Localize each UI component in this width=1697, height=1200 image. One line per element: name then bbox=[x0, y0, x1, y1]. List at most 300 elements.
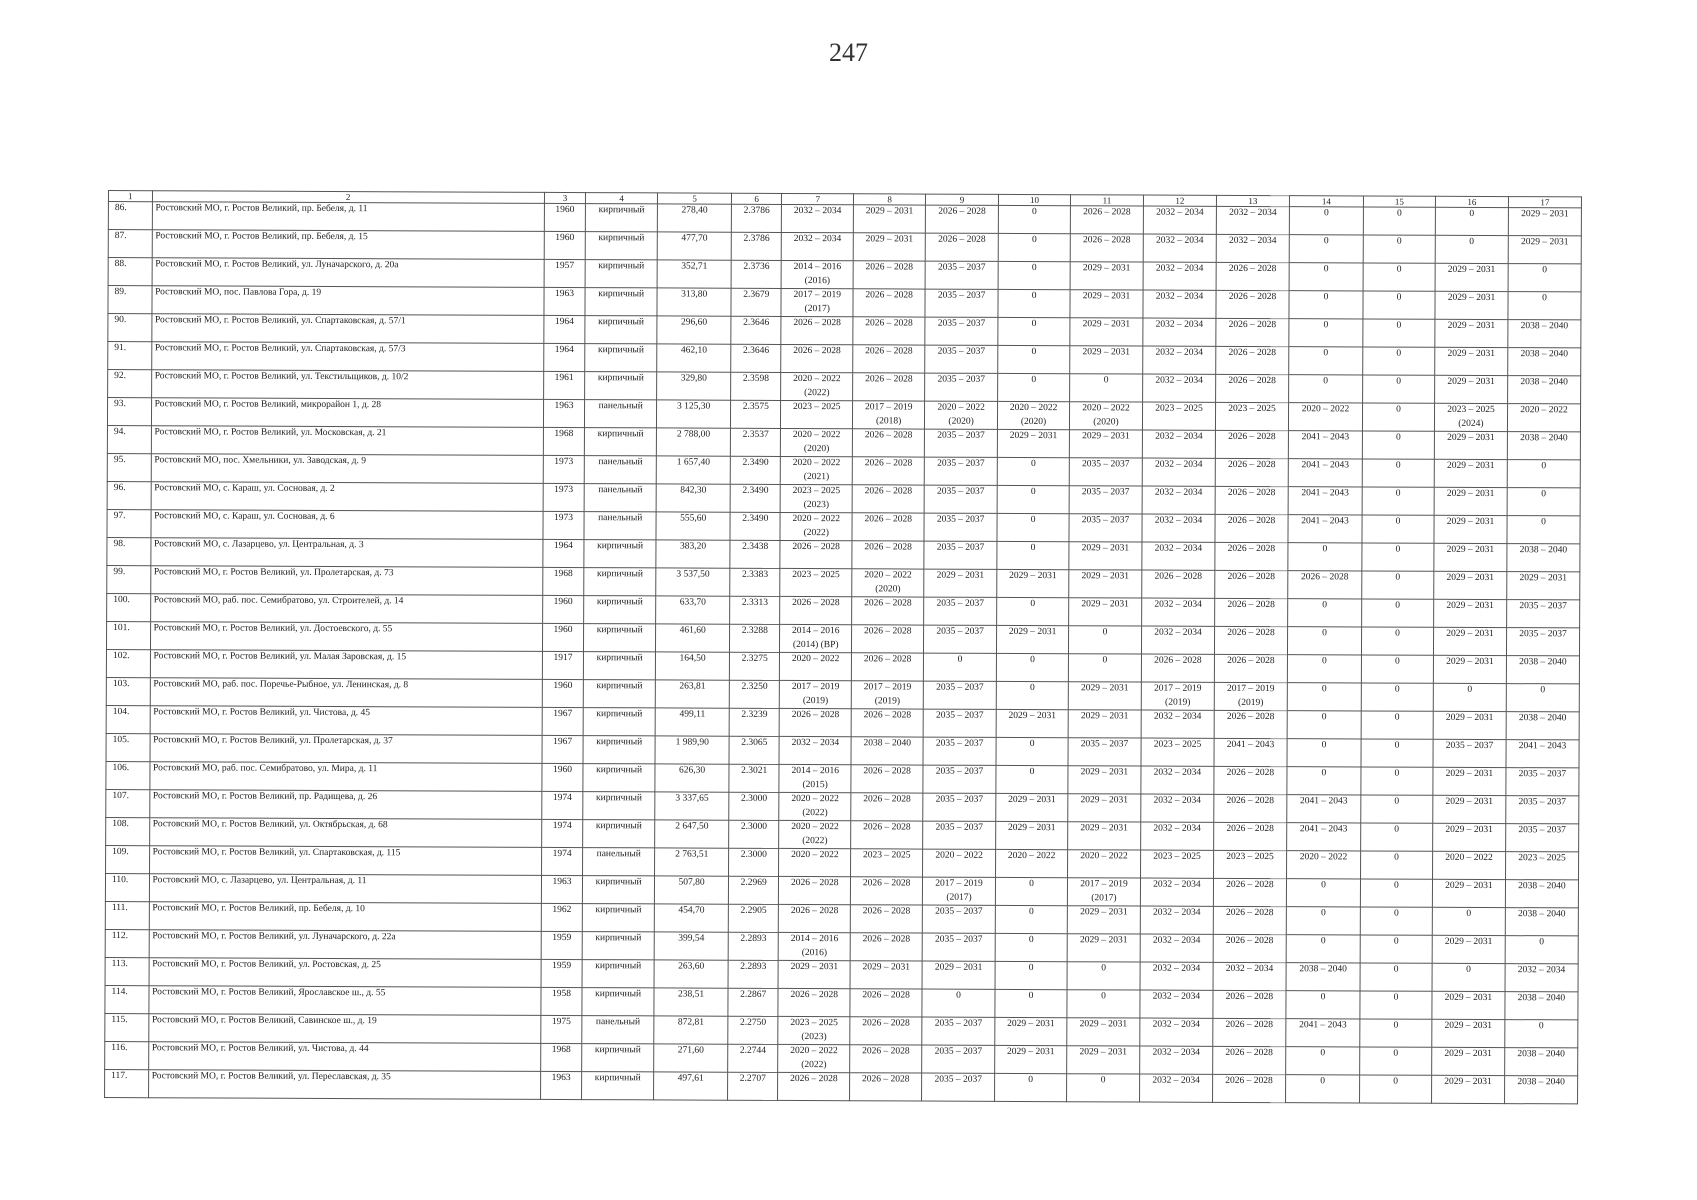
column-number-cell: 3 bbox=[544, 192, 585, 203]
year-cell-text: 1964 bbox=[554, 344, 574, 356]
row-number-text: 105. bbox=[112, 735, 130, 746]
period-cell-7 bbox=[781, 232, 853, 260]
period-cell-15-text: 0 bbox=[1394, 824, 1400, 835]
period-cell-14 bbox=[1286, 851, 1360, 879]
coefficient-cell bbox=[729, 820, 779, 848]
period-cell-12 bbox=[1140, 878, 1213, 906]
period-cell-16-text: 2029 – 2031 bbox=[1446, 488, 1495, 500]
period-cell-14 bbox=[1287, 627, 1361, 655]
period-cell-7-note: (2023) bbox=[803, 500, 830, 511]
area-cell-text: 477,70 bbox=[681, 233, 708, 244]
period-cell-15-text: 0 bbox=[1395, 516, 1401, 527]
period-cell-13 bbox=[1216, 318, 1289, 346]
year-cell-text: 1962 bbox=[552, 904, 572, 916]
period-cell-8-text: 2026 – 2028 bbox=[865, 318, 913, 329]
period-cell-7-text: 2014 – 2016 bbox=[793, 261, 842, 273]
coefficient-cell-text: 2.3786 bbox=[743, 205, 770, 216]
period-cell-7-note: (2015) bbox=[802, 780, 828, 791]
period-cell-9-text: 2035 – 2037 bbox=[937, 458, 985, 469]
year-cell-text: 1973 bbox=[554, 456, 574, 468]
period-cell-8-text: 2026 – 2028 bbox=[861, 1074, 910, 1085]
period-cell-13-text: 2032 – 2034 bbox=[1225, 963, 1274, 975]
period-cell-16 bbox=[1433, 823, 1506, 851]
address-cell-text: Ростовский МО, с. Лазарцево, ул. Центральная, д. 3 bbox=[154, 539, 364, 551]
period-cell-12-text: 2032 – 2034 bbox=[1154, 599, 1202, 610]
period-cell-9 bbox=[925, 261, 998, 289]
period-cell-12-text: 2032 – 2034 bbox=[1154, 543, 1203, 554]
address-cell bbox=[151, 398, 543, 428]
material-cell bbox=[584, 624, 656, 652]
period-cell-9 bbox=[924, 513, 997, 541]
column-number-cell: 17 bbox=[1508, 197, 1581, 208]
material-cell bbox=[583, 680, 655, 708]
area-cell bbox=[654, 960, 728, 988]
period-cell-17-text: 2035 – 2037 bbox=[1518, 797, 1567, 808]
period-cell-13 bbox=[1214, 794, 1287, 822]
period-cell-12-text: 2032 – 2034 bbox=[1155, 319, 1204, 330]
period-cell-10 bbox=[996, 681, 1068, 709]
row-number-text: 116. bbox=[111, 1043, 128, 1054]
area-cell bbox=[656, 512, 730, 540]
period-cell-11-text: 2035 – 2037 bbox=[1082, 459, 1130, 470]
period-cell-16-text: 2029 – 2031 bbox=[1446, 460, 1495, 472]
period-cell-8 bbox=[851, 737, 923, 765]
address-cell bbox=[152, 286, 544, 316]
period-cell-7 bbox=[780, 596, 852, 624]
period-cell-11-text: 0 bbox=[1101, 963, 1106, 974]
material-cell-text: кирпичный bbox=[597, 373, 644, 384]
period-cell-17-text: 2038 – 2040 bbox=[1518, 713, 1567, 724]
period-cell-14 bbox=[1289, 347, 1363, 375]
period-cell-9 bbox=[922, 1017, 995, 1045]
period-cell-17-text: 2038 – 2040 bbox=[1518, 909, 1566, 920]
period-cell-13 bbox=[1214, 654, 1287, 682]
period-cell-7 bbox=[781, 372, 853, 400]
column-number-cell: 1 bbox=[108, 191, 152, 202]
period-cell-8 bbox=[851, 821, 923, 849]
period-cell-11-text: 2029 – 2031 bbox=[1079, 935, 1128, 946]
period-cell-13-text: 2026 – 2028 bbox=[1226, 767, 1275, 779]
address-cell-text: Ростовский МО, г. Ростов Великий, ул. Спартаковская, д. 57/3 bbox=[154, 343, 406, 355]
period-cell-8 bbox=[853, 429, 925, 457]
period-cell-9-text: 2020 – 2022 bbox=[937, 402, 985, 413]
period-cell-9 bbox=[924, 457, 997, 485]
period-cell-9-text: 2035 – 2037 bbox=[936, 486, 985, 497]
period-cell-17 bbox=[1505, 1020, 1578, 1048]
address-cell-text: Ростовский МО, г. Ростов Великий, ул. Московская, д. 21 bbox=[154, 427, 387, 439]
period-cell-17-text: 2038 – 2040 bbox=[1518, 881, 1566, 892]
period-cell-16 bbox=[1435, 375, 1508, 403]
period-cell-16 bbox=[1432, 935, 1505, 963]
year-cell-text: 1964 bbox=[553, 540, 573, 552]
period-cell-8 bbox=[852, 457, 924, 485]
row-number-text: 113. bbox=[111, 959, 128, 970]
material-cell bbox=[582, 904, 654, 932]
row-number bbox=[107, 593, 151, 621]
period-cell-9-note: (2020) bbox=[948, 416, 974, 427]
period-cell-7-text: 2020 – 2022 bbox=[790, 1045, 838, 1057]
material-cell bbox=[583, 764, 655, 792]
area-cell-text: 1 989,90 bbox=[675, 737, 709, 748]
period-cell-17 bbox=[1507, 404, 1580, 432]
period-cell-12-text: 2032 – 2034 bbox=[1152, 1019, 1201, 1030]
period-cell-16-text: 2029 – 2031 bbox=[1446, 600, 1494, 612]
area-cell bbox=[655, 736, 729, 764]
period-cell-16 bbox=[1431, 1075, 1504, 1103]
area-cell-text: 454,70 bbox=[678, 905, 705, 916]
period-cell-9-text: 2017 – 2019 bbox=[935, 878, 983, 889]
period-cell-10 bbox=[997, 485, 1069, 513]
period-cell-8 bbox=[853, 373, 925, 401]
period-cell-14 bbox=[1289, 263, 1363, 291]
period-cell-8-text: 2026 – 2028 bbox=[864, 514, 912, 525]
period-cell-8-text: 2029 – 2031 bbox=[862, 962, 911, 973]
period-cell-14 bbox=[1287, 683, 1361, 711]
coefficient-cell bbox=[730, 624, 780, 652]
period-cell-16 bbox=[1432, 1019, 1505, 1047]
period-cell-10-text: 0 bbox=[1029, 879, 1034, 890]
address-cell-text: Ростовский МО, г. Ростов Великий, ул. Текстильщиков, д. 10/2 bbox=[154, 371, 409, 383]
year-cell bbox=[543, 427, 585, 455]
period-cell-12-text: 2032 – 2034 bbox=[1153, 879, 1201, 890]
period-cell-8-text: 2026 – 2028 bbox=[865, 374, 913, 385]
year-cell-text: 1964 bbox=[554, 316, 574, 328]
period-cell-9-text: 2035 – 2037 bbox=[934, 1074, 982, 1085]
year-cell-text: 1958 bbox=[551, 988, 572, 1000]
period-cell-11 bbox=[1068, 794, 1141, 822]
period-cell-16 bbox=[1432, 963, 1505, 991]
coefficient-cell-text: 2.3646 bbox=[743, 317, 770, 328]
period-cell-16 bbox=[1434, 431, 1507, 459]
period-cell-15-text: 0 bbox=[1396, 432, 1401, 443]
period-cell-7-note: (2021) bbox=[803, 472, 830, 483]
period-cell-12 bbox=[1140, 1046, 1213, 1074]
address-cell-text: Ростовский МО, раб. пос. Семибратово, ул. Строителей, д. 14 bbox=[153, 595, 404, 607]
period-cell-14 bbox=[1287, 823, 1361, 851]
period-cell-9 bbox=[922, 1073, 995, 1101]
period-cell-7-text: 2023 – 2025 bbox=[792, 485, 841, 497]
area-cell-text: 1 657,40 bbox=[676, 457, 711, 468]
period-cell-15-text: 0 bbox=[1395, 600, 1401, 611]
period-cell-9 bbox=[923, 737, 996, 765]
period-cell-9 bbox=[923, 821, 996, 849]
period-cell-15-text: 0 bbox=[1393, 992, 1399, 1003]
period-cell-15-text: 0 bbox=[1394, 880, 1399, 891]
period-cell-11 bbox=[1067, 1046, 1140, 1074]
period-cell-15 bbox=[1361, 823, 1433, 851]
period-cell-16 bbox=[1435, 291, 1508, 319]
period-cell-9 bbox=[925, 205, 998, 233]
row-number-text: 107. bbox=[112, 791, 130, 802]
period-cell-11 bbox=[1070, 290, 1143, 318]
address-cell bbox=[149, 874, 541, 904]
row-number bbox=[105, 985, 149, 1013]
address-cell-text: Ростовский МО, г. Ростов Великий, ул. Октябрьская, д. 68 bbox=[152, 819, 388, 831]
year-cell-text: 1960 bbox=[555, 232, 575, 244]
period-cell-15-text: 0 bbox=[1395, 544, 1401, 555]
year-cell bbox=[540, 1043, 582, 1071]
period-cell-7 bbox=[779, 904, 851, 932]
year-cell-text: 1967 bbox=[553, 708, 573, 720]
period-cell-13 bbox=[1216, 262, 1289, 290]
period-cell-7-text: 2014 – 2016 bbox=[791, 765, 839, 777]
column-number-cell: 11 bbox=[1070, 195, 1143, 206]
coefficient-cell bbox=[729, 680, 779, 708]
row-number-text: 88. bbox=[114, 259, 127, 270]
period-cell-10-text: 0 bbox=[1030, 599, 1036, 610]
period-cell-8 bbox=[850, 961, 922, 989]
material-cell-text: кирпичный bbox=[596, 765, 643, 776]
period-cell-9 bbox=[924, 541, 997, 569]
period-cell-12-text: 2032 – 2034 bbox=[1152, 935, 1201, 946]
coefficient-cell-text: 2.3021 bbox=[741, 765, 768, 776]
period-cell-12 bbox=[1141, 682, 1214, 710]
coefficient-cell-text: 2.3575 bbox=[742, 401, 769, 412]
period-cell-17 bbox=[1505, 880, 1578, 908]
year-cell bbox=[541, 959, 583, 987]
period-cell-12 bbox=[1141, 710, 1214, 738]
period-cell-10-text: 0 bbox=[1030, 459, 1036, 470]
period-cell-12-text: 2032 – 2034 bbox=[1152, 1047, 1200, 1058]
period-cell-11 bbox=[1070, 318, 1143, 346]
address-cell bbox=[151, 342, 543, 372]
period-cell-15 bbox=[1363, 263, 1435, 291]
period-cell-8 bbox=[852, 513, 924, 541]
period-cell-7 bbox=[778, 1044, 850, 1072]
area-cell-text: 872,81 bbox=[677, 1017, 705, 1028]
row-number bbox=[108, 202, 152, 230]
area-cell-text: 842,30 bbox=[680, 485, 707, 496]
area-cell bbox=[657, 316, 731, 344]
row-number bbox=[108, 230, 152, 258]
period-cell-17-text: 2038 – 2040 bbox=[1519, 657, 1567, 668]
period-cell-11 bbox=[1067, 850, 1140, 878]
period-cell-9 bbox=[924, 625, 997, 653]
period-cell-16 bbox=[1434, 599, 1507, 627]
period-cell-10 bbox=[998, 373, 1070, 401]
period-cell-12 bbox=[1142, 458, 1215, 486]
period-cell-15-text: 0 bbox=[1394, 796, 1400, 807]
material-cell-text: кирпичный bbox=[598, 233, 645, 244]
year-cell bbox=[544, 259, 586, 287]
area-cell-text: 462,10 bbox=[680, 345, 708, 356]
period-cell-15 bbox=[1361, 739, 1433, 767]
coefficient-cell-text: 2.3736 bbox=[743, 261, 770, 272]
period-cell-16 bbox=[1432, 1047, 1505, 1075]
period-cell-14 bbox=[1286, 935, 1360, 963]
period-cell-17 bbox=[1505, 964, 1578, 992]
area-cell-text: 3 337,65 bbox=[675, 793, 709, 804]
period-cell-11 bbox=[1070, 234, 1143, 262]
coefficient-cell-text: 2.2707 bbox=[739, 1073, 766, 1084]
period-cell-14 bbox=[1286, 1047, 1360, 1075]
period-cell-14-text: 0 bbox=[1320, 936, 1326, 947]
period-cell-14 bbox=[1288, 459, 1362, 487]
coefficient-cell bbox=[728, 904, 778, 932]
year-cell-text: 1963 bbox=[555, 288, 575, 300]
period-cell-7-note: (2022) bbox=[802, 836, 828, 847]
period-cell-12 bbox=[1142, 486, 1215, 514]
area-cell-text: 497,61 bbox=[677, 1073, 704, 1084]
year-cell bbox=[541, 1015, 583, 1043]
area-cell-text: 263,81 bbox=[679, 681, 706, 692]
period-cell-15-text: 0 bbox=[1395, 572, 1401, 583]
period-cell-10-text: 0 bbox=[1031, 235, 1037, 246]
period-cell-7-note: (2020) bbox=[803, 444, 830, 455]
year-cell bbox=[542, 707, 584, 735]
material-cell bbox=[583, 708, 655, 736]
material-cell bbox=[585, 232, 657, 260]
period-cell-9-text: 2035 – 2037 bbox=[937, 346, 986, 357]
period-cell-7-text: 2026 – 2028 bbox=[793, 317, 841, 329]
period-cell-17 bbox=[1506, 712, 1579, 740]
material-cell bbox=[584, 596, 656, 624]
period-cell-17 bbox=[1506, 824, 1579, 852]
period-cell-15 bbox=[1362, 571, 1434, 599]
period-cell-10-text: 0 bbox=[1031, 263, 1037, 274]
period-cell-16 bbox=[1432, 879, 1505, 907]
period-cell-8-text: 2029 – 2031 bbox=[865, 234, 914, 245]
row-number bbox=[107, 565, 151, 593]
period-cell-14-text: 0 bbox=[1322, 628, 1327, 639]
period-cell-8-text: 2026 – 2028 bbox=[864, 458, 913, 469]
material-cell bbox=[585, 400, 657, 428]
period-cell-8 bbox=[852, 569, 924, 597]
period-cell-14 bbox=[1286, 907, 1360, 935]
address-cell-text: Ростовский МО, г. Ростов Великий, ул. Луначарского, д. 22а bbox=[152, 931, 396, 943]
material-cell-text: кирпичный bbox=[595, 821, 642, 832]
period-cell-13-text: 2026 – 2028 bbox=[1228, 375, 1276, 387]
material-cell-text: кирпичный bbox=[595, 905, 642, 916]
period-cell-11 bbox=[1070, 206, 1143, 234]
period-cell-16-text: 2029 – 2031 bbox=[1447, 264, 1496, 276]
period-cell-13-text: 2026 – 2028 bbox=[1227, 571, 1276, 583]
material-cell bbox=[586, 204, 658, 232]
period-cell-9-text: 2035 – 2037 bbox=[934, 1046, 983, 1057]
year-cell bbox=[541, 847, 583, 875]
area-cell bbox=[656, 428, 730, 456]
coefficient-cell bbox=[728, 1044, 778, 1072]
period-cell-16 bbox=[1433, 627, 1506, 655]
period-cell-13-text: 2026 – 2028 bbox=[1227, 655, 1275, 667]
period-cell-17 bbox=[1507, 600, 1580, 628]
period-cell-13-text: 2032 – 2034 bbox=[1228, 235, 1277, 247]
period-cell-8-text: 2026 – 2028 bbox=[862, 906, 911, 917]
period-cell-13-text: 2026 – 2028 bbox=[1227, 487, 1276, 499]
period-cell-8 bbox=[852, 625, 924, 653]
year-cell-text: 1960 bbox=[555, 204, 575, 216]
period-cell-10 bbox=[995, 1073, 1067, 1101]
period-cell-11-text: 2029 – 2031 bbox=[1081, 683, 1129, 694]
area-cell bbox=[657, 400, 731, 428]
period-cell-7-text: 2017 – 2019 bbox=[793, 289, 842, 301]
row-number-text: 101. bbox=[113, 623, 130, 634]
period-cell-11 bbox=[1069, 458, 1142, 486]
period-cell-15-text: 0 bbox=[1396, 320, 1402, 331]
period-cell-14-text: 0 bbox=[1323, 208, 1329, 219]
period-cell-8 bbox=[851, 849, 923, 877]
material-cell-text: кирпичный bbox=[596, 681, 643, 692]
period-cell-16-text: 2035 – 2037 bbox=[1445, 740, 1494, 752]
period-cell-15 bbox=[1361, 683, 1433, 711]
address-cell bbox=[151, 510, 543, 540]
period-cell-7 bbox=[779, 708, 851, 736]
area-cell bbox=[654, 988, 728, 1016]
period-cell-16 bbox=[1433, 767, 1506, 795]
period-cell-13 bbox=[1215, 598, 1288, 626]
period-cell-12-note: (2019) bbox=[1165, 697, 1191, 708]
period-cell-16-text: 2029 – 2031 bbox=[1447, 432, 1495, 444]
period-cell-15 bbox=[1362, 599, 1434, 627]
coefficient-cell bbox=[731, 372, 781, 400]
period-cell-14-text: 0 bbox=[1323, 264, 1329, 275]
row-number-text: 92. bbox=[114, 371, 127, 382]
row-number-text: 112. bbox=[111, 931, 129, 942]
schedule-table bbox=[104, 190, 1582, 1104]
period-cell-11-text: 2029 – 2031 bbox=[1080, 711, 1129, 722]
period-cell-12-text: 2032 – 2034 bbox=[1153, 823, 1201, 834]
period-cell-13 bbox=[1214, 766, 1287, 794]
period-cell-16-text: 2029 – 2031 bbox=[1446, 628, 1494, 640]
period-cell-10-text: 2029 – 2031 bbox=[1009, 430, 1058, 442]
period-cell-11 bbox=[1068, 738, 1141, 766]
period-cell-8-text: 2026 – 2028 bbox=[863, 626, 912, 637]
row-number-text: 104. bbox=[112, 707, 130, 718]
period-cell-9-text: 2035 – 2037 bbox=[936, 682, 984, 693]
address-cell-text: Ростовский МО, раб. пос. Поречье-Рыбное, ул. Ленинская, д. 8 bbox=[153, 679, 409, 691]
year-cell-text: 1974 bbox=[552, 820, 572, 832]
area-cell-text: 626,30 bbox=[679, 765, 706, 776]
period-cell-7 bbox=[778, 932, 850, 960]
period-cell-9 bbox=[923, 849, 996, 877]
period-cell-14 bbox=[1288, 599, 1362, 627]
year-cell-text: 1963 bbox=[551, 1072, 571, 1084]
period-cell-15-text: 0 bbox=[1396, 348, 1402, 359]
year-cell-text: 1961 bbox=[554, 372, 574, 384]
area-cell bbox=[656, 540, 730, 568]
coefficient-cell bbox=[728, 932, 778, 960]
period-cell-11 bbox=[1069, 514, 1142, 542]
period-cell-13 bbox=[1216, 234, 1289, 262]
period-cell-11-text: 2029 – 2031 bbox=[1082, 263, 1131, 274]
period-cell-17-text: 2038 – 2040 bbox=[1519, 545, 1568, 556]
period-cell-16 bbox=[1433, 795, 1506, 823]
period-cell-15 bbox=[1361, 711, 1433, 739]
address-cell bbox=[151, 314, 543, 344]
period-cell-14 bbox=[1286, 1019, 1360, 1047]
period-cell-11 bbox=[1069, 542, 1142, 570]
period-cell-8 bbox=[850, 933, 922, 961]
period-cell-12-text: 2023 – 2025 bbox=[1153, 851, 1201, 862]
period-cell-15 bbox=[1360, 1075, 1432, 1103]
period-cell-9-note: (2017) bbox=[946, 892, 972, 903]
period-cell-17-text: 0 bbox=[1540, 685, 1546, 696]
period-cell-7 bbox=[781, 260, 853, 288]
address-cell-text: Ростовский МО, раб. пос. Семибратово, ул. Мира, д. 11 bbox=[153, 763, 378, 775]
period-cell-14 bbox=[1286, 991, 1360, 1019]
period-cell-13-text: 2026 – 2028 bbox=[1226, 795, 1275, 807]
year-cell bbox=[543, 539, 585, 567]
material-cell bbox=[584, 484, 656, 512]
period-cell-10 bbox=[995, 933, 1067, 961]
row-number bbox=[108, 314, 152, 342]
period-cell-11 bbox=[1067, 906, 1140, 934]
address-cell bbox=[150, 566, 542, 596]
period-cell-13-text: 2026 – 2028 bbox=[1228, 431, 1276, 443]
row-number-text: 90. bbox=[114, 315, 127, 326]
coefficient-cell-text: 2.3239 bbox=[741, 709, 768, 720]
period-cell-14 bbox=[1287, 795, 1361, 823]
